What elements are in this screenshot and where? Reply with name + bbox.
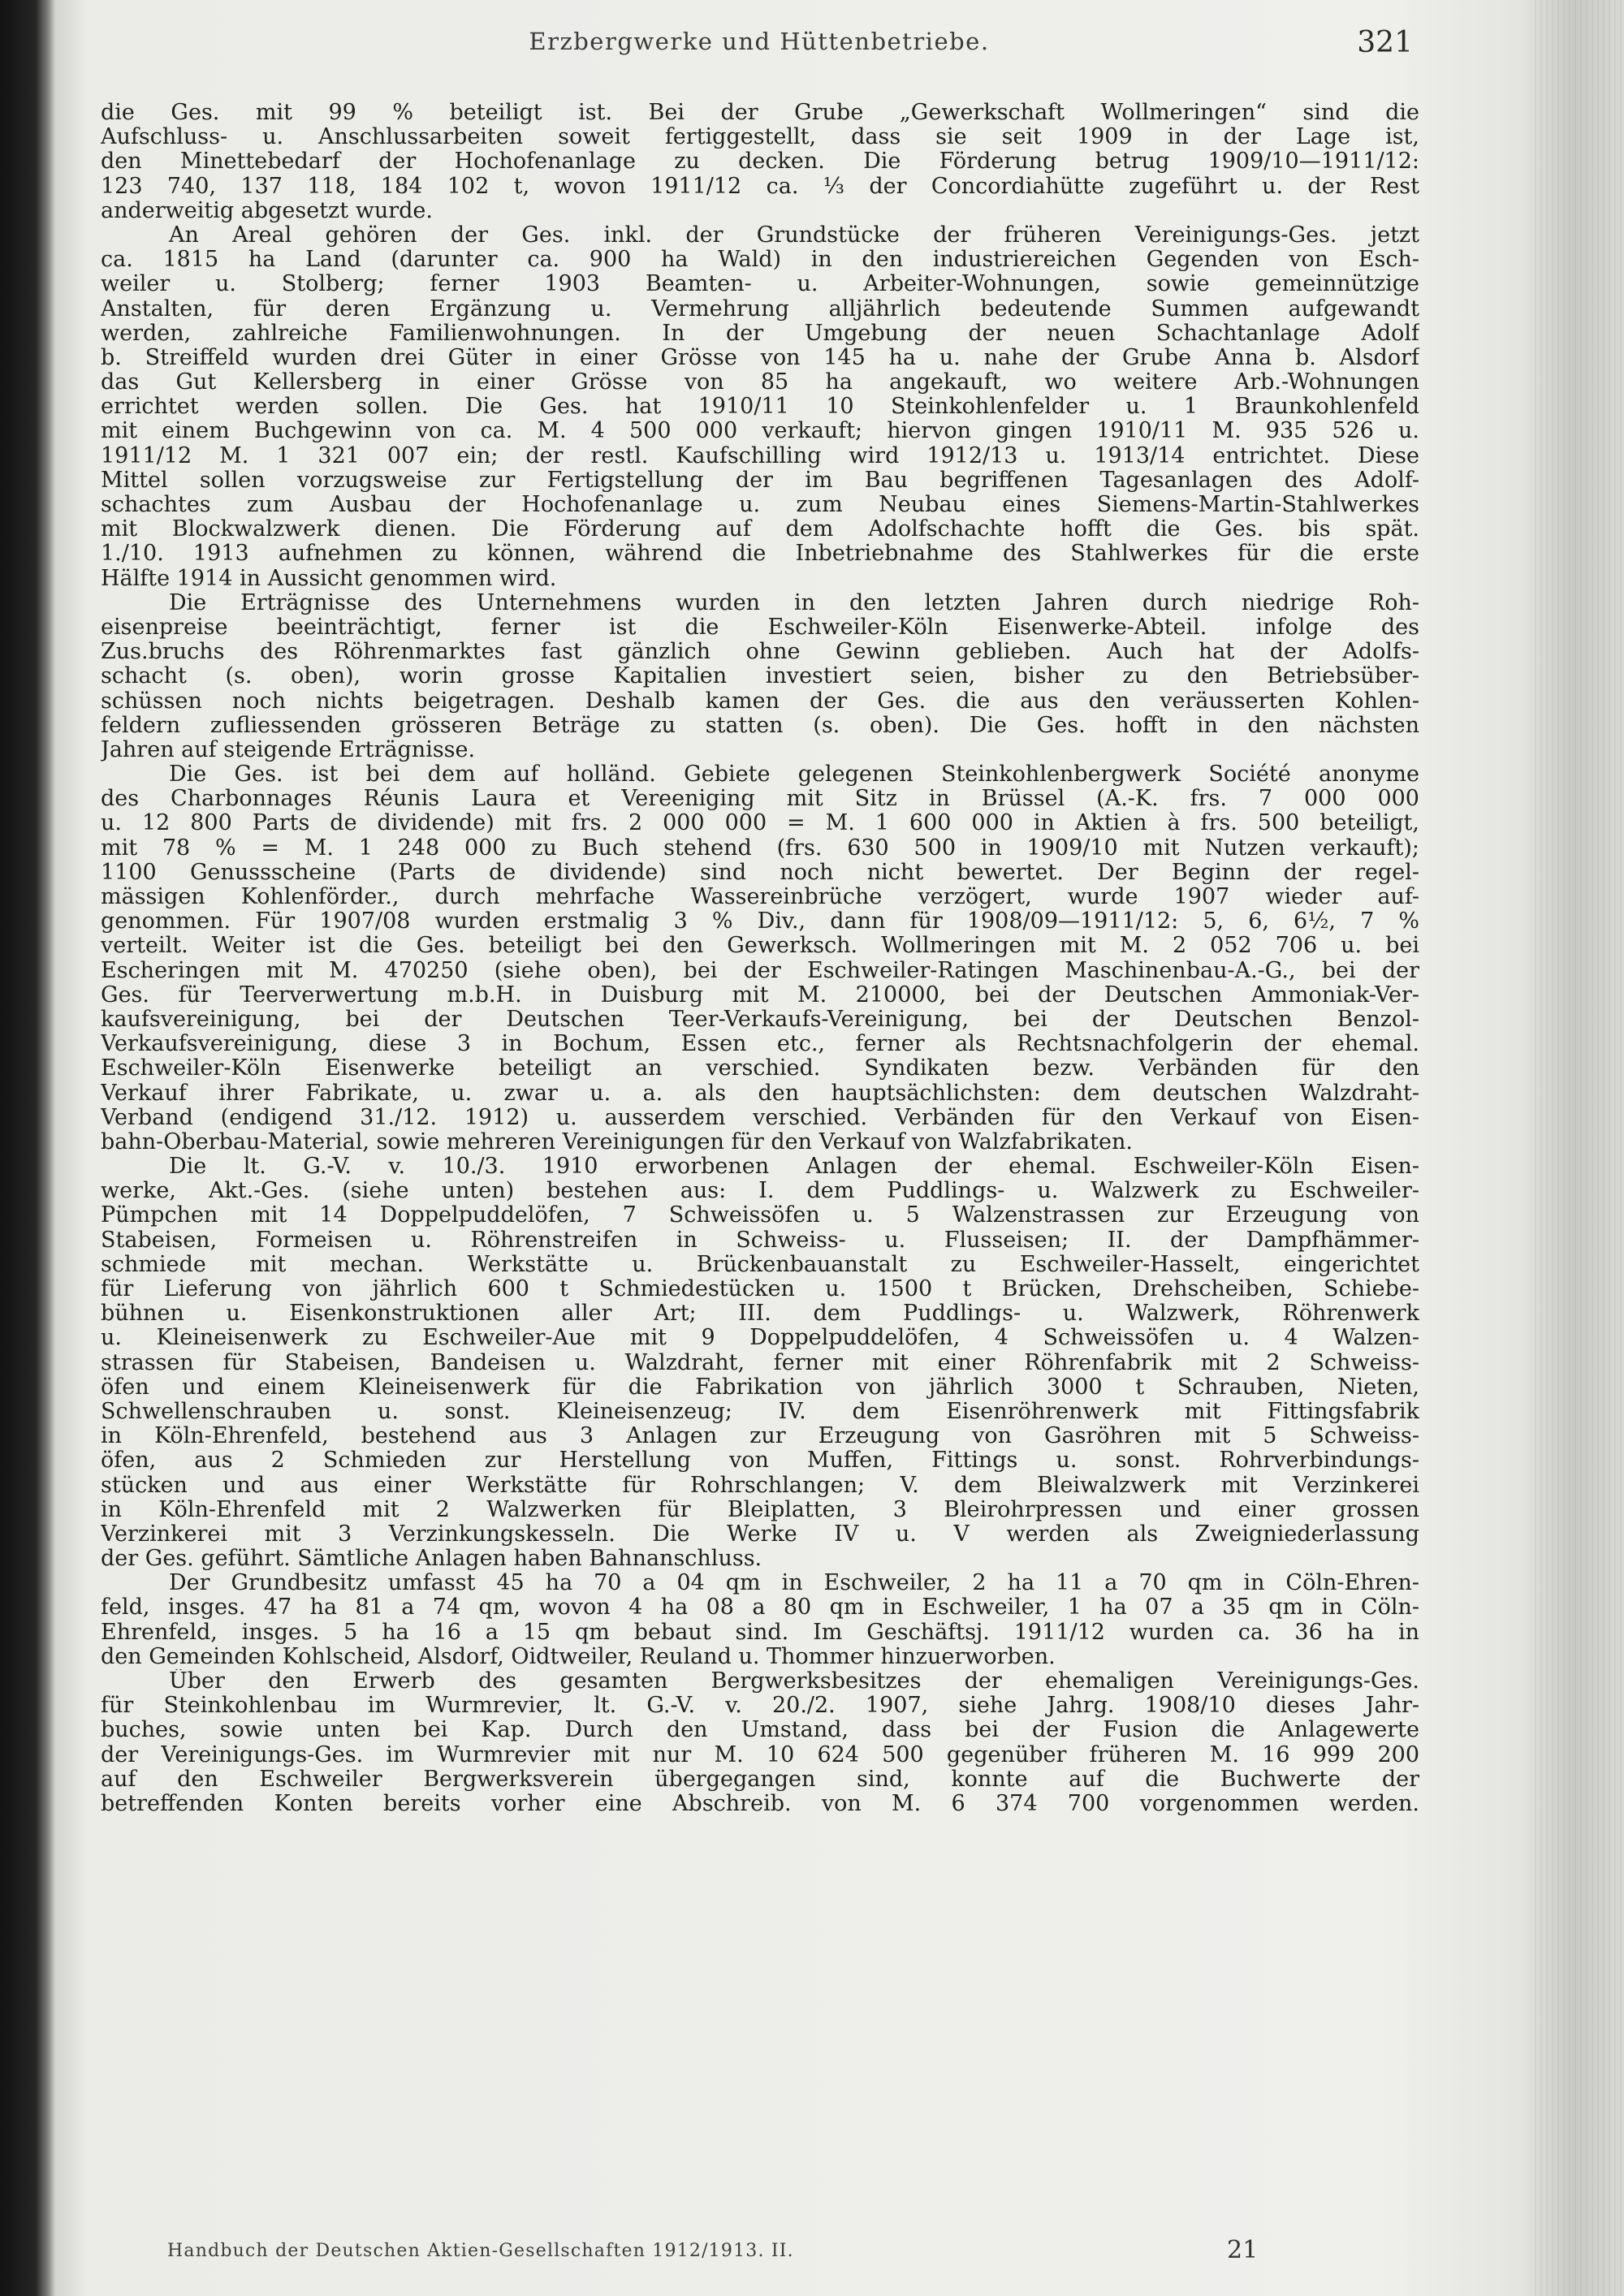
text-line: Verkaufsvereinigung, diese 3 in Bochum, Essen etc., ferner als Rechtsnachfolgerin der ehemal.	[101, 1032, 1419, 1057]
text-line: kaufsvereinigung, bei der Deutschen Teer-Verkaufs-Vereinigung, bei der Deutschen Benzol-	[101, 1007, 1419, 1032]
text-line: für Lieferung von jährlich 600 t Schmiedestücken u. 1500 t Brücken, Drehscheiben, Schiebe-	[101, 1277, 1419, 1301]
text-line: Aufschluss- u. Anschlussarbeiten soweit fertiggestellt, dass sie seit 1909 in der Lage ist,	[101, 125, 1419, 150]
text-line: Die Erträgnisse des Unternehmens wurden in den letzten Jahren durch niedrige Roh-	[169, 590, 1419, 615]
page-number: 321	[1357, 26, 1413, 59]
text-line: mässigen Kohlenförder., durch mehrfache Wassereinbrüche verzögert, wurde 1907 wieder auf-	[101, 885, 1419, 909]
text-line: b. Streiffeld wurden drei Güter in einer Grösse von 145 ha u. nahe der Grube Anna b. Alsdorf	[101, 345, 1419, 370]
text-line: mit 78 % = M. 1 248 000 zu Buch stehend (frs. 630 500 in 1909/10 mit Nutzen verkauft);	[101, 835, 1419, 861]
footer-title: Handbuch der Deutschen Aktien-Gesellschaften 1912/1913. II.	[167, 2241, 794, 2261]
text-line: Pümpchen mit 14 Doppelpuddelöfen, 7 Schweissöfen u. 5 Walzenstrassen zur Erzeugung von	[101, 1203, 1419, 1228]
text-line: Ges. für Teerverwertung m.b.H. in Duisburg mit M. 210000, bei der Deutschen Ammoniak-Ver-	[101, 982, 1419, 1008]
text-line: werke, Akt.-Ges. (siehe unten) bestehen aus: I. dem Puddlings- u. Walzwerk zu Eschweiler-	[101, 1179, 1419, 1204]
text-line: feld, insges. 47 ha 81 a 74 qm, wovon 4 ha 08 a 80 qm in Eschweiler, 1 ha 07 a 35 qm in Cöln-	[101, 1595, 1419, 1621]
text-line: der Ges. geführt. Sämtliche Anlagen haben Bahnanschluss.	[101, 1547, 762, 1572]
text-line: u. 12 800 Parts de dividende) mit frs. 2 000 000 = M. 1 600 000 in Aktien à frs. 500 beteiligt,	[101, 811, 1419, 836]
text-line: Verzinkerei mit 3 Verzinkungskesseln. Die Werke IV u. V werden als Zweigniederlassung	[101, 1521, 1419, 1547]
text-line: den Minettebedarf der Hochofenanlage zu decken. Die Förderung betrug 1909/10—1911/12:	[101, 149, 1419, 175]
text-line: schmiede mit mechan. Werkstätte u. Brückenbauanstalt zu Eschweiler-Hasselt, eingerichtet	[101, 1252, 1419, 1277]
text-line: schacht (s. oben), worin grosse Kapitalien investiert seien, bisher zu den Betriebsüber-	[101, 664, 1419, 689]
page-right-edge	[1535, 0, 1624, 2296]
text-line: für Steinkohlenbau im Wurmrevier, lt. G.-V. v. 20./2. 1907, siehe Jahrg. 1908/10 dieses Jahr-	[101, 1694, 1419, 1719]
text-line: 1100 Genussscheine (Parts de dividende) sind noch nicht bewertet. Der Beginn der regel-	[101, 860, 1419, 885]
text-line: Schwellenschrauben u. sonst. Kleineisenzeug; IV. dem Eisenröhrenwerk mit Fittingsfabrik	[101, 1399, 1419, 1424]
text-line: in Köln-Ehrenfeld mit 2 Walzwerken für Bleiplatten, 3 Bleirohrpressen und einer grossen	[101, 1497, 1419, 1522]
text-line: in Köln-Ehrenfeld, bestehend aus 3 Anlagen zur Erzeugung von Gasröhren mit 5 Schweiss-	[101, 1424, 1419, 1449]
text-line: werden, zahlreiche Familienwohnungen. In der Umgebung der neuen Schachtanlage Adolf	[101, 321, 1419, 346]
text-line: feldern zufliessenden grösseren Beträge zu statten (s. oben). Die Ges. hofft in den nächsten	[101, 713, 1419, 738]
text-line: errichtet werden sollen. Die Ges. hat 1910/11 10 Steinkohlenfelder u. 1 Braunkohlenfeld	[101, 395, 1419, 420]
text-line: u. Kleineisenwerk zu Eschweiler-Aue mit 9 Doppelpuddelöfen, 4 Schweissöfen u. 4 Walzen-	[101, 1326, 1419, 1351]
text-line: des Charbonnages Réunis Laura et Vereeniging mit Sitz in Brüssel (A.-K. frs. 7 000 000	[101, 787, 1419, 812]
body-text	[101, 101, 1419, 1816]
text-line: schachtes zum Ausbau der Hochofenanlage u. zum Neubau eines Siemens-Martin-Stahlwerkes	[101, 493, 1419, 517]
running-header	[106, 28, 1413, 73]
text-line: verteilt. Weiter ist die Ges. beteiligt bei den Gewerksch. Wollmeringen mit M. 2 052 706 u. bei	[101, 934, 1419, 959]
text-line: Mittel sollen vorzugsweise zur Fertigstellung der im Bau begriffenen Tagesanlagen des Adolf-	[101, 468, 1419, 493]
text-line: bahn-Oberbau-Material, sowie mehreren Vereinigungen für den Verkauf von Walzfabrikaten.	[101, 1129, 1133, 1154]
text-line: 1911/12 M. 1 321 007 ein; der restl. Kaufschilling wird 1912/13 u. 1913/14 entrichtet. Diese	[101, 443, 1419, 468]
text-line: Ehrenfeld, insges. 5 ha 16 a 15 qm bebaut sind. Im Geschäftsj. 1911/12 wurden ca. 36 ha in	[101, 1620, 1419, 1645]
text-line: öfen, aus 2 Schmieden zur Herstellung von Muffen, Fittings u. sonst. Rohrverbindungs-	[101, 1448, 1419, 1474]
text-line: Verkauf ihrer Fabrikate, u. zwar u. a. als den hauptsächlichsten: dem deutschen Walzdraht-	[101, 1081, 1419, 1106]
text-line: Anstalten, für deren Ergänzung u. Vermehrung alljährlich bedeutende Summen aufgewandt	[101, 296, 1419, 322]
text-line: An Areal gehören der Ges. inkl. der Grundstücke der früheren Vereinigungs-Ges. jetzt	[169, 222, 1419, 248]
text-line: ca. 1815 ha Land (darunter ca. 900 ha Wald) in den industriereichen Gegenden von Esch-	[101, 248, 1419, 273]
text-line: betreffenden Konten bereits vorher eine Abschreib. von M. 6 374 700 vorgenommen werden.	[101, 1791, 1419, 1816]
signature-mark: 21	[1227, 2236, 1259, 2264]
text-line: weiler u. Stolberg; ferner 1903 Beamten- u. Arbeiter-Wohnungen, sowie gemeinnützige	[101, 272, 1419, 297]
text-line: anderweitig abgesetzt wurde.	[101, 198, 433, 223]
text-line: Jahren auf steigende Erträgnisse.	[101, 737, 476, 762]
text-line: 123 740, 137 118, 184 102 t, wovon 1911/12 ca. ⅓ der Concordiahütte zugeführt u. der Rest	[101, 174, 1419, 199]
text-line: stücken und aus einer Werkstätte für Rohrschlangen; V. dem Bleiwalzwerk mit Verzinkerei	[101, 1473, 1419, 1498]
text-line: bühnen u. Eisenkonstruktionen aller Art; III. dem Puddlings- u. Walzwerk, Röhrenwerk	[101, 1301, 1419, 1327]
text-line: eisenpreise beeinträchtigt, ferner ist die Eschweiler-Köln Eisenwerke-Abteil. infolge des	[101, 615, 1419, 640]
book-binding-edge	[0, 0, 55, 2296]
text-line: auf den Eschweiler Bergwerksverein übergegangen sind, konnte auf die Buchwerte der	[101, 1767, 1419, 1792]
text-line: Über den Erwerb des gesamten Bergwerksbesitzes der ehemaligen Vereinigungs-Ges.	[169, 1669, 1419, 1694]
text-line: Der Grundbesitz umfasst 45 ha 70 a 04 qm in Eschweiler, 2 ha 11 a 70 qm in Cöln-Ehren-	[169, 1571, 1419, 1596]
text-line: buches, sowie unten bei Kap. Durch den Umstand, dass bei der Fusion die Anlagewerte	[101, 1718, 1419, 1743]
text-line: 1./10. 1913 aufnehmen zu können, während die Inbetriebnahme des Stahlwerkes für die erste	[101, 542, 1419, 567]
text-line: der Vereinigungs-Ges. im Wurmrevier mit nur M. 10 624 500 gegenüber früheren M. 16 999 200	[101, 1742, 1419, 1767]
running-title: Erzbergwerke und Hüttenbetriebe.	[529, 28, 990, 55]
page-footer	[167, 2236, 1353, 2270]
text-line: das Gut Kellersberg in einer Grösse von 85 ha angekauft, wo weitere Arb.-Wohnungen	[101, 370, 1419, 395]
text-line: genommen. Für 1907/08 wurden erstmalig 3 % Div., dann für 1908/09—1911/12: 5, 6, 6½, 7 %	[101, 909, 1419, 934]
text-line: Die lt. G.-V. v. 10./3. 1910 erworbenen Anlagen der ehemal. Eschweiler-Köln Eisen-	[169, 1154, 1419, 1180]
text-line: Escheringen mit M. 470250 (siehe oben), bei der Eschweiler-Ratingen Maschinenbau-A.-G., bei der	[101, 958, 1419, 983]
text-line: Eschweiler-Köln Eisenwerke beteiligt an verschied. Syndikaten bezw. Verbänden für den	[101, 1056, 1419, 1081]
text-line: Zus.bruchs des Röhrenmarktes fast gänzlich ohne Gewinn geblieben. Auch hat der Adolfs-	[101, 640, 1419, 665]
text-line: mit einem Buchgewinn von ca. M. 4 500 000 verkauft; hiervon gingen 1910/11 M. 935 526 u.	[101, 419, 1419, 444]
text-line: Die Ges. ist bei dem auf holländ. Gebiete gelegenen Steinkohlenbergwerk Société anonyme	[169, 762, 1419, 788]
text-line: den Gemeinden Kohlscheid, Alsdorf, Oidtweiler, Reuland u. Thommer hinzuerworben.	[101, 1644, 1056, 1669]
text-line: öfen und einem Kleineisenwerk für die Fabrikation von jährlich 3000 t Schrauben, Nieten,	[101, 1375, 1419, 1400]
text-line: schüssen noch nichts beigetragen. Deshalb kamen der Ges. die aus den veräusserten Kohlen-	[101, 688, 1419, 714]
text-line: strassen für Stabeisen, Bandeisen u. Walzdraht, ferner mit einer Röhrenfabrik mit 2 Schweiss-	[101, 1350, 1419, 1375]
text-line: Stabeisen, Formeisen u. Röhrenstreifen in Schweiss- u. Flusseisen; II. der Dampfhämmer-	[101, 1228, 1419, 1253]
text-line: Hälfte 1914 in Aussicht genommen wird.	[101, 566, 557, 591]
text-line: mit Blockwalzwerk dienen. Die Förderung auf dem Adolfschachte hofft die Ges. bis spät.	[101, 517, 1419, 542]
text-line: Verband (endigend 31./12. 1912) u. ausserdem verschied. Verbänden für den Verkauf von Eisen-	[101, 1105, 1419, 1130]
text-line: die Ges. mit 99 % beteiligt ist. Bei der Grube „Gewerkschaft Wollmeringen“ sind die	[101, 101, 1419, 125]
